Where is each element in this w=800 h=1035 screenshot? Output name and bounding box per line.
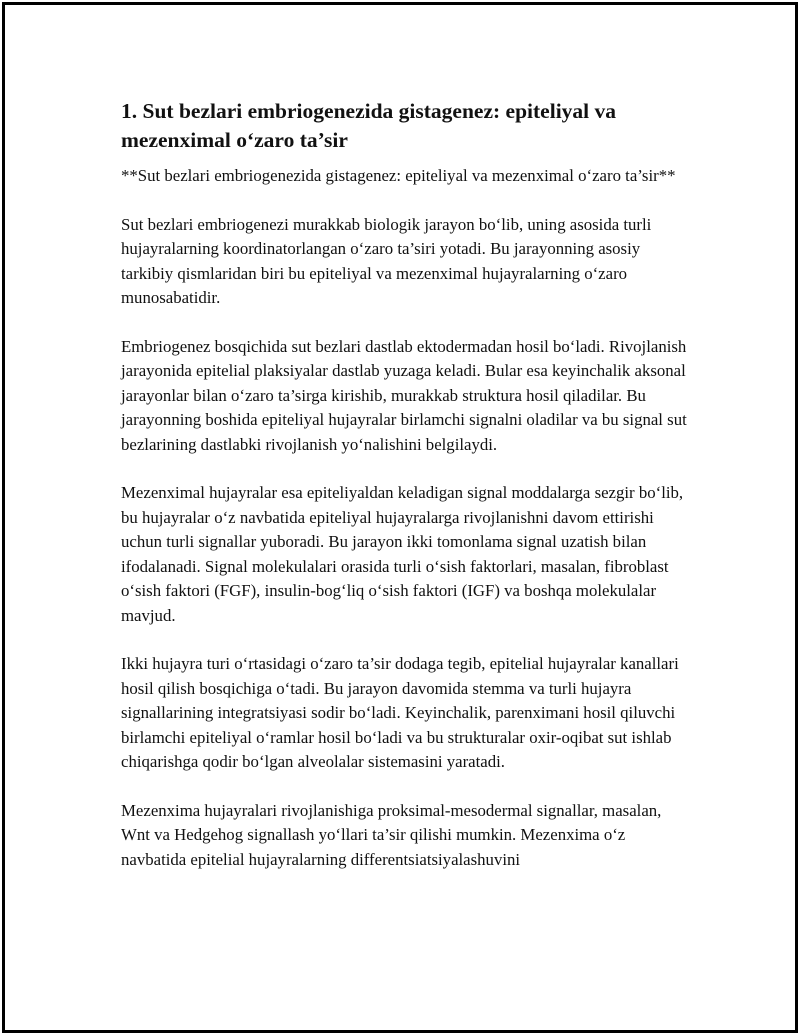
paragraph-mesenchymal: Mezenximal hujayralar esa epiteliyaldan keladigan signal moddalarga sezgir bo‘lib, bu hujayralar o‘z navbatida epiteliyal hujayralarga rivojlanishni davom ettirishi uchun turli signallar yuboradi. Bu jarayon ikki tomonlama signal uzatish bilan ifodalanadi. Signal molekulalari orasida turli o‘sish faktorlari, masalan, fibroblast o‘sish faktori (FGF), insulin-bog‘liq o‘sish faktori (IGF) va boshqa molekulalar mavjud. [121,483,684,625]
section-heading: 1. Sut bezlari embriogenezida gistagenez: epiteliyal va mezenximal o‘zaro ta’sir [121,99,617,152]
paragraph-intro: Sut bezlari embriogenezi murakkab biologik jarayon bo‘lib, uning asosida turli hujayralarning koordinatorlangan o‘zaro ta’siri yotadi. Bu jarayonning asosiy tarkibiy qismlaridan biri bu epiteliyal va mezenximal hujayralarning o‘zaro munosabatidir. [121,214,652,307]
paragraph-interaction: Ikki hujayra turi o‘rtasidagi o‘zaro ta’sir dodaga tegib, epitelial hujayralar kanallari hosil qilish bosqichiga o‘tadi. Bu jarayon davomida stemma va turli hujayra signallarining integratsiyasi sodir bo‘ladi. Keyinchalik, parenximani hosil qiluvchi birlamchi epiteliyal o‘ramlar hosil bo‘ladi va bu strukturalar oxir-oqibat sut ishlab chiqarishga qodir bo‘lgan alveolalar sistemasini yaratadi. [121,654,679,771]
document-body [121,97,693,896]
paragraph-bold-title: **Sut bezlari embriogenezida gistagenez: epiteliyal va mezenximal o‘zaro ta’sir** [121,166,676,185]
paragraph-signaling: Mezenxima hujayralari rivojlanishiga proksimal-mesodermal signallar, masalan, Wnt va Hedgehog signallash yo‘llari ta’sir qilishi mumkin. Mezenxima o‘z navbatida epitelial hujayralarning differentsiatsiyalashuvini [121,800,662,869]
page-frame [2,2,798,1033]
paragraph-embryogenesis: Embriogenez bosqichida sut bezlari dastlab ektodermadan hosil bo‘ladi. Rivojlanish jarayonida epitelial plaksiyalar dastlab yuzaga keladi. Bular esa keyinchalik aksonal jarayonlar bilan o‘zaro ta’sirga kirishib, murakkab struktura hosil qiladilar. Bu jarayonning boshida epiteliyal hujayralar birlamchi signalni oladilar va bu signal sut bezlarining dastlabki rivojlanish yo‘nalishini belgilaydi. [121,336,687,454]
